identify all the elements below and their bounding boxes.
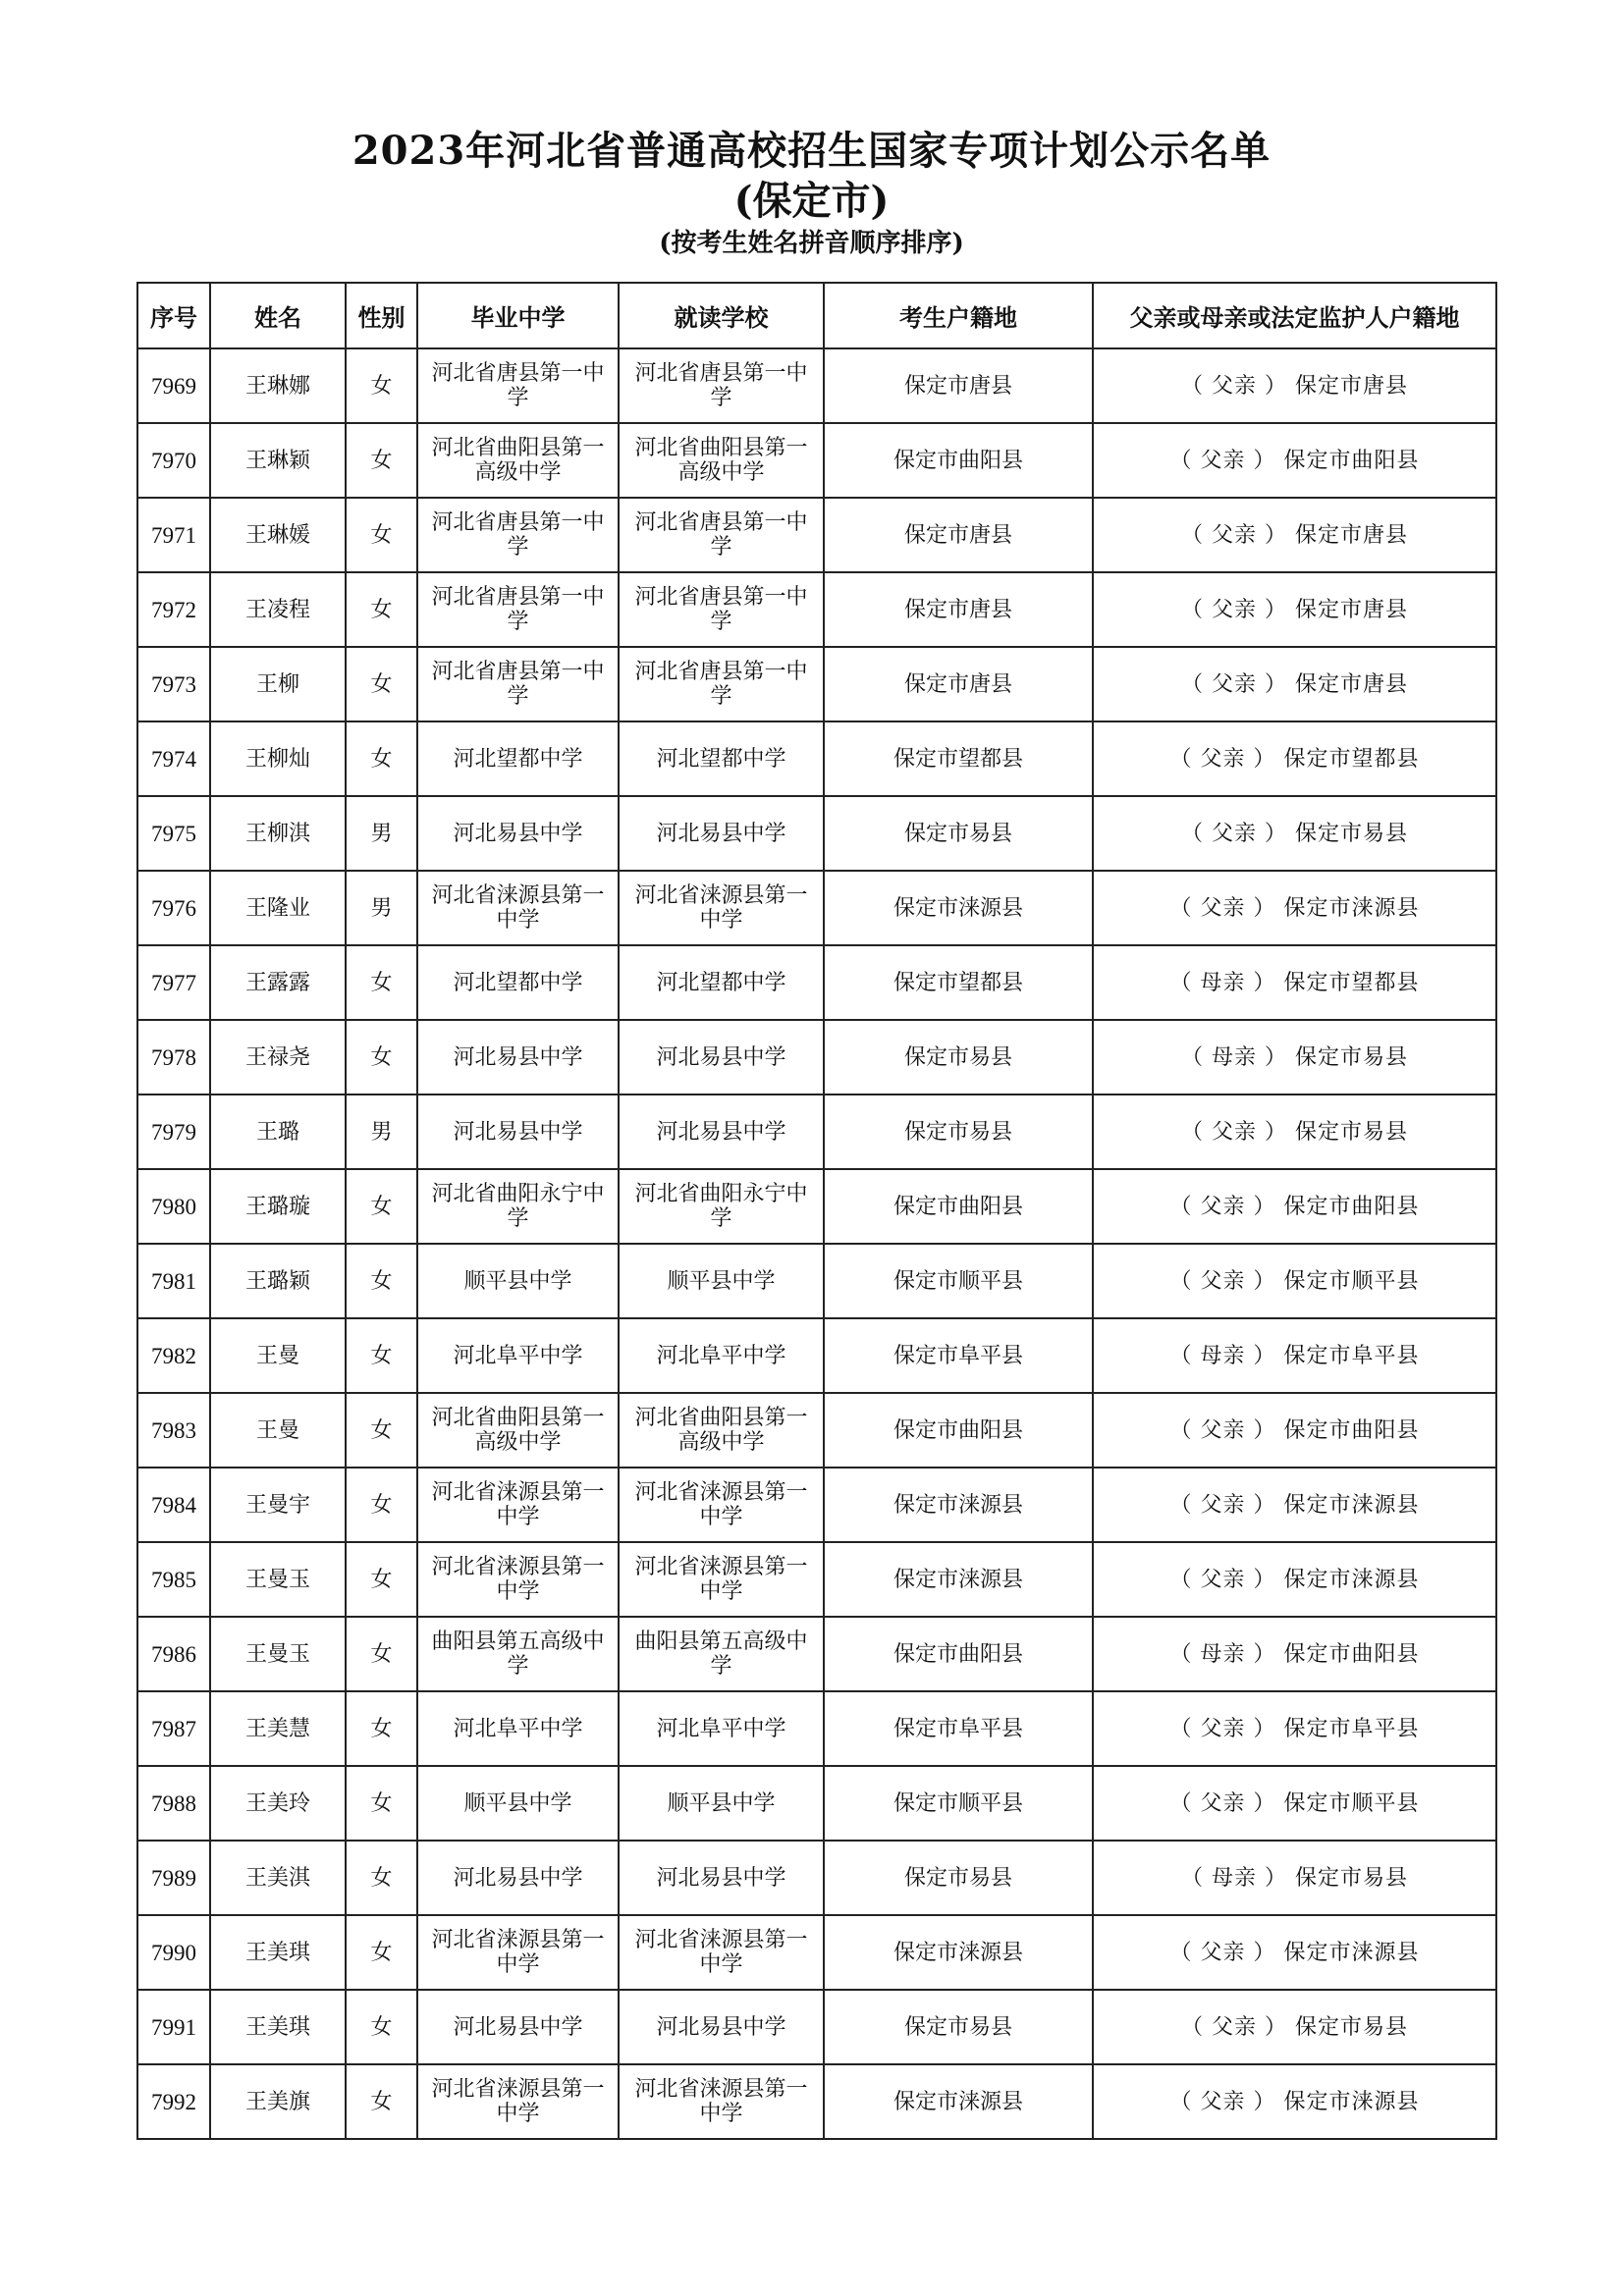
cell-guardian-hukou: （ 母亲 ） 保定市曲阳县: [1093, 1617, 1496, 1691]
cell-guardian-hukou: （ 父亲 ） 保定市顺平县: [1093, 1766, 1496, 1841]
cell-name: 王凌程: [210, 572, 346, 647]
cell-graduation-school: 河北易县中学: [417, 1095, 619, 1169]
cell-guardian-hukou: （ 父亲 ） 保定市涞源县: [1093, 1468, 1496, 1542]
cell-name: 王曼玉: [210, 1617, 346, 1691]
cell-graduation-school: 顺平县中学: [417, 1244, 619, 1318]
cell-graduation-school: 河北省曲阳县第一高级中学: [417, 1393, 619, 1468]
table-row: [137, 1318, 1496, 1393]
cell-gender: 女: [346, 1020, 417, 1095]
cell-seq: 7991: [137, 1990, 210, 2064]
cell-gender: 女: [346, 1691, 417, 1766]
cell-name: 王柳灿: [210, 721, 346, 796]
cell-current-school: 河北易县中学: [619, 1020, 824, 1095]
cell-graduation-school: 河北易县中学: [417, 1020, 619, 1095]
cell-seq: 7989: [137, 1841, 210, 1915]
cell-graduation-school: 河北省曲阳县第一高级中学: [417, 423, 619, 498]
cell-student-hukou: 保定市曲阳县: [824, 423, 1093, 498]
cell-guardian-hukou: （ 父亲 ） 保定市涞源县: [1093, 2064, 1496, 2139]
table-row: [137, 348, 1496, 423]
cell-current-school: 河北易县中学: [619, 1990, 824, 2064]
header-graduation-school: 毕业中学: [417, 283, 619, 348]
cell-guardian-hukou: （ 父亲 ） 保定市唐县: [1093, 647, 1496, 721]
cell-student-hukou: 保定市易县: [824, 1841, 1093, 1915]
cell-graduation-school: 河北省曲阳永宁中学: [417, 1169, 619, 1244]
table-row: [137, 796, 1496, 871]
cell-current-school: 河北易县中学: [619, 796, 824, 871]
cell-gender: 男: [346, 871, 417, 945]
header-guardian-hukou: 父亲或母亲或法定监护人户籍地: [1093, 283, 1496, 348]
header-student-hukou: 考生户籍地: [824, 283, 1093, 348]
cell-name: 王琳颖: [210, 423, 346, 498]
cell-graduation-school: 河北阜平中学: [417, 1318, 619, 1393]
cell-seq: 7992: [137, 2064, 210, 2139]
cell-seq: 7976: [137, 871, 210, 945]
cell-student-hukou: 保定市阜平县: [824, 1691, 1093, 1766]
cell-guardian-hukou: （ 父亲 ） 保定市涞源县: [1093, 871, 1496, 945]
cell-student-hukou: 保定市顺平县: [824, 1244, 1093, 1318]
cell-gender: 女: [346, 1915, 417, 1990]
cell-graduation-school: 河北省涞源县第一中学: [417, 1542, 619, 1617]
cell-seq: 7990: [137, 1915, 210, 1990]
cell-current-school: 河北省涞源县第一中学: [619, 1468, 824, 1542]
cell-graduation-school: 河北望都中学: [417, 945, 619, 1020]
cell-seq: 7985: [137, 1542, 210, 1617]
cell-student-hukou: 保定市易县: [824, 796, 1093, 871]
cell-name: 王琳娜: [210, 348, 346, 423]
table-row: [137, 1691, 1496, 1766]
cell-student-hukou: 保定市涞源县: [824, 1542, 1093, 1617]
cell-gender: 女: [346, 423, 417, 498]
cell-current-school: 河北省涞源县第一中学: [619, 1542, 824, 1617]
cell-graduation-school: 河北省唐县第一中学: [417, 498, 619, 572]
document-title: 2023年河北省普通高校招生国家专项计划公示名单: [352, 128, 1271, 174]
cell-seq: 7972: [137, 572, 210, 647]
cell-student-hukou: 保定市唐县: [824, 348, 1093, 423]
table-row: [137, 647, 1496, 721]
cell-current-school: 河北省唐县第一中学: [619, 572, 824, 647]
table-row: [137, 1020, 1496, 1095]
cell-gender: 女: [346, 1244, 417, 1318]
cell-graduation-school: 河北省涞源县第一中学: [417, 1915, 619, 1990]
cell-gender: 女: [346, 1468, 417, 1542]
cell-student-hukou: 保定市望都县: [824, 945, 1093, 1020]
cell-seq: 7971: [137, 498, 210, 572]
cell-name: 王美旗: [210, 2064, 346, 2139]
cell-seq: 7975: [137, 796, 210, 871]
cell-graduation-school: 河北易县中学: [417, 1990, 619, 2064]
cell-student-hukou: 保定市阜平县: [824, 1318, 1093, 1393]
cell-current-school: 河北易县中学: [619, 1841, 824, 1915]
cell-name: 王曼: [210, 1318, 346, 1393]
cell-student-hukou: 保定市易县: [824, 1020, 1093, 1095]
cell-guardian-hukou: （ 父亲 ） 保定市唐县: [1093, 348, 1496, 423]
table-row: [137, 572, 1496, 647]
cell-current-school: 河北易县中学: [619, 1095, 824, 1169]
cell-seq: 7983: [137, 1393, 210, 1468]
cell-guardian-hukou: （ 母亲 ） 保定市阜平县: [1093, 1318, 1496, 1393]
cell-graduation-school: 河北省唐县第一中学: [417, 348, 619, 423]
cell-seq: 7984: [137, 1468, 210, 1542]
cell-gender: 女: [346, 1841, 417, 1915]
cell-name: 王美淇: [210, 1841, 346, 1915]
cell-gender: 女: [346, 1990, 417, 2064]
cell-name: 王曼玉: [210, 1542, 346, 1617]
cell-student-hukou: 保定市涞源县: [824, 2064, 1093, 2139]
cell-graduation-school: 河北易县中学: [417, 796, 619, 871]
cell-name: 王曼宇: [210, 1468, 346, 1542]
cell-seq: 7986: [137, 1617, 210, 1691]
cell-name: 王露露: [210, 945, 346, 1020]
table-row: [137, 721, 1496, 796]
header-row: [137, 283, 1496, 348]
header-seq: 序号: [137, 283, 210, 348]
cell-name: 王隆业: [210, 871, 346, 945]
table-row: [137, 1169, 1496, 1244]
cell-gender: 女: [346, 572, 417, 647]
cell-gender: 女: [346, 1393, 417, 1468]
table-row: [137, 1915, 1496, 1990]
cell-current-school: 河北省曲阳县第一高级中学: [619, 1393, 824, 1468]
cell-gender: 女: [346, 498, 417, 572]
header-gender: 性别: [346, 283, 417, 348]
cell-gender: 女: [346, 1169, 417, 1244]
cell-name: 王琳媛: [210, 498, 346, 572]
cell-current-school: 顺平县中学: [619, 1244, 824, 1318]
table-row: [137, 1617, 1496, 1691]
cell-name: 王璐颖: [210, 1244, 346, 1318]
cell-graduation-school: 河北省涞源县第一中学: [417, 1468, 619, 1542]
cell-student-hukou: 保定市涞源县: [824, 1915, 1093, 1990]
cell-name: 王美玲: [210, 1766, 346, 1841]
cell-seq: 7988: [137, 1766, 210, 1841]
sort-note: (按考生姓名拼音顺序排序): [659, 229, 964, 258]
cell-gender: 男: [346, 796, 417, 871]
cell-gender: 女: [346, 1617, 417, 1691]
table-row: [137, 1393, 1496, 1468]
table-row: [137, 1095, 1496, 1169]
cell-guardian-hukou: （ 母亲 ） 保定市易县: [1093, 1020, 1496, 1095]
cell-seq: 7974: [137, 721, 210, 796]
cell-name: 王美慧: [210, 1691, 346, 1766]
cell-name: 王曼: [210, 1393, 346, 1468]
cell-name: 王璐璇: [210, 1169, 346, 1244]
table-row: [137, 871, 1496, 945]
cell-current-school: 河北省唐县第一中学: [619, 498, 824, 572]
cell-gender: 女: [346, 647, 417, 721]
cell-gender: 女: [346, 1318, 417, 1393]
cell-seq: 7973: [137, 647, 210, 721]
table-row: [137, 1990, 1496, 2064]
table-row: [137, 1766, 1496, 1841]
header-name: 姓名: [210, 283, 346, 348]
cell-guardian-hukou: （ 父亲 ） 保定市曲阳县: [1093, 1393, 1496, 1468]
cell-name: 王禄尧: [210, 1020, 346, 1095]
cell-gender: 女: [346, 1542, 417, 1617]
title-block: [0, 126, 1623, 261]
cell-graduation-school: 河北阜平中学: [417, 1691, 619, 1766]
cell-guardian-hukou: （ 父亲 ） 保定市阜平县: [1093, 1691, 1496, 1766]
cell-graduation-school: 顺平县中学: [417, 1766, 619, 1841]
cell-graduation-school: 河北省涞源县第一中学: [417, 871, 619, 945]
cell-seq: 7982: [137, 1318, 210, 1393]
cell-current-school: 河北省曲阳永宁中学: [619, 1169, 824, 1244]
header-current-school: 就读学校: [619, 283, 824, 348]
cell-student-hukou: 保定市涞源县: [824, 871, 1093, 945]
cell-student-hukou: 保定市易县: [824, 1990, 1093, 2064]
cell-name: 王璐: [210, 1095, 346, 1169]
cell-guardian-hukou: （ 父亲 ） 保定市易县: [1093, 796, 1496, 871]
table-row: [137, 1244, 1496, 1318]
cell-gender: 女: [346, 348, 417, 423]
city-subtitle: (保定市): [733, 178, 890, 224]
cell-current-school: 河北省涞源县第一中学: [619, 1915, 824, 1990]
table-row: [137, 945, 1496, 1020]
cell-gender: 男: [346, 1095, 417, 1169]
cell-gender: 女: [346, 2064, 417, 2139]
cell-seq: 7987: [137, 1691, 210, 1766]
cell-guardian-hukou: （ 父亲 ） 保定市曲阳县: [1093, 423, 1496, 498]
cell-student-hukou: 保定市曲阳县: [824, 1393, 1093, 1468]
table-row: [137, 423, 1496, 498]
cell-current-school: 曲阳县第五高级中学: [619, 1617, 824, 1691]
cell-student-hukou: 保定市曲阳县: [824, 1617, 1093, 1691]
cell-name: 王美琪: [210, 1990, 346, 2064]
cell-current-school: 河北省涞源县第一中学: [619, 871, 824, 945]
cell-current-school: 河北省唐县第一中学: [619, 647, 824, 721]
cell-name: 王美琪: [210, 1915, 346, 1990]
cell-guardian-hukou: （ 父亲 ） 保定市曲阳县: [1093, 1169, 1496, 1244]
cell-graduation-school: 河北省涞源县第一中学: [417, 2064, 619, 2139]
cell-seq: 7980: [137, 1169, 210, 1244]
cell-gender: 女: [346, 1766, 417, 1841]
cell-current-school: 河北望都中学: [619, 945, 824, 1020]
cell-student-hukou: 保定市唐县: [824, 498, 1093, 572]
table-row: [137, 1468, 1496, 1542]
cell-student-hukou: 保定市涞源县: [824, 1468, 1093, 1542]
cell-seq: 7969: [137, 348, 210, 423]
table-row: [137, 1542, 1496, 1617]
cell-graduation-school: 曲阳县第五高级中学: [417, 1617, 619, 1691]
roster-table: [136, 282, 1497, 2140]
cell-student-hukou: 保定市唐县: [824, 572, 1093, 647]
cell-student-hukou: 保定市唐县: [824, 647, 1093, 721]
table-row: [137, 1841, 1496, 1915]
cell-current-school: 河北省曲阳县第一高级中学: [619, 423, 824, 498]
cell-current-school: 河北阜平中学: [619, 1691, 824, 1766]
cell-current-school: 顺平县中学: [619, 1766, 824, 1841]
cell-seq: 7970: [137, 423, 210, 498]
cell-guardian-hukou: （ 父亲 ） 保定市易县: [1093, 1095, 1496, 1169]
cell-name: 王柳淇: [210, 796, 346, 871]
cell-guardian-hukou: （ 父亲 ） 保定市涞源县: [1093, 1915, 1496, 1990]
cell-student-hukou: 保定市望都县: [824, 721, 1093, 796]
cell-guardian-hukou: （ 父亲 ） 保定市望都县: [1093, 721, 1496, 796]
cell-guardian-hukou: （ 父亲 ） 保定市易县: [1093, 1990, 1496, 2064]
cell-student-hukou: 保定市易县: [824, 1095, 1093, 1169]
cell-seq: 7977: [137, 945, 210, 1020]
cell-student-hukou: 保定市曲阳县: [824, 1169, 1093, 1244]
cell-current-school: 河北望都中学: [619, 721, 824, 796]
cell-guardian-hukou: （ 父亲 ） 保定市涞源县: [1093, 1542, 1496, 1617]
cell-graduation-school: 河北望都中学: [417, 721, 619, 796]
cell-seq: 7979: [137, 1095, 210, 1169]
cell-guardian-hukou: （ 母亲 ） 保定市望都县: [1093, 945, 1496, 1020]
cell-seq: 7978: [137, 1020, 210, 1095]
cell-current-school: 河北阜平中学: [619, 1318, 824, 1393]
cell-graduation-school: 河北省唐县第一中学: [417, 647, 619, 721]
cell-gender: 女: [346, 945, 417, 1020]
cell-graduation-school: 河北易县中学: [417, 1841, 619, 1915]
table-row: [137, 2064, 1496, 2139]
cell-current-school: 河北省唐县第一中学: [619, 348, 824, 423]
cell-name: 王柳: [210, 647, 346, 721]
cell-guardian-hukou: （ 父亲 ） 保定市唐县: [1093, 498, 1496, 572]
cell-guardian-hukou: （ 母亲 ） 保定市易县: [1093, 1841, 1496, 1915]
cell-guardian-hukou: （ 父亲 ） 保定市顺平县: [1093, 1244, 1496, 1318]
roster-body: [137, 348, 1496, 2139]
cell-seq: 7981: [137, 1244, 210, 1318]
cell-guardian-hukou: （ 父亲 ） 保定市唐县: [1093, 572, 1496, 647]
table-row: [137, 498, 1496, 572]
cell-student-hukou: 保定市顺平县: [824, 1766, 1093, 1841]
cell-current-school: 河北省涞源县第一中学: [619, 2064, 824, 2139]
cell-graduation-school: 河北省唐县第一中学: [417, 572, 619, 647]
cell-gender: 女: [346, 721, 417, 796]
